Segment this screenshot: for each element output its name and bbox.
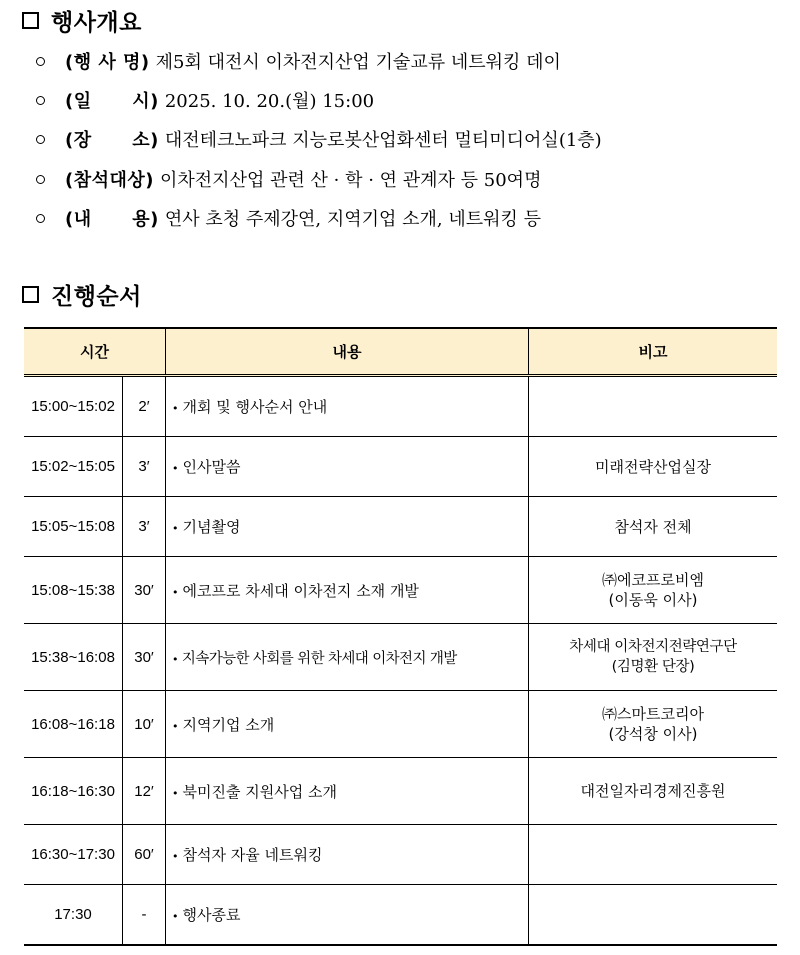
row-note [529,758,778,825]
bullet-dot-icon: • [172,719,179,733]
overview-title: 행사개요 [51,10,142,36]
row-note-line: ㈜에코프로비엠 [602,571,704,589]
row-note [529,497,778,557]
row-note-line: (강석창 이사) [608,725,698,743]
row-content [166,497,529,557]
row-content [166,624,529,691]
overview-item-event-name [36,48,561,74]
row-content-text: 지속가능한 사회를 위한 차세대 이차전지 개발 [181,650,457,667]
row-time: 15:02~15:05 [24,437,123,497]
row-time: 15:38~16:08 [24,624,123,691]
row-duration: 3′ [123,497,166,557]
overview-value: 대전테크노파크 지능로봇산업화센터 멀티미디어실(1층) [164,130,602,151]
table-row [24,497,777,557]
table-row [24,758,777,825]
overview-item-place [36,126,602,152]
row-duration: 2′ [123,376,166,437]
row-content-text: 기념촬영 [182,518,241,536]
row-note-line: 대전일자리경제진흥원 [580,782,726,800]
row-note [529,557,778,624]
row-content-text: 지역기업 소개 [182,715,275,734]
overview-label: (일 시) [65,91,159,112]
row-duration: 30′ [123,557,166,624]
row-time: 15:05~15:08 [24,497,123,557]
row-note [529,825,778,885]
row-time: 16:18~16:30 [24,758,123,825]
table-row [24,624,777,691]
table-row [24,825,777,885]
row-duration: 60′ [123,825,166,885]
row-content [166,376,529,437]
row-content-text: 행사종료 [182,906,241,924]
overview-label: (장 소) [65,130,159,151]
header-note: 비고 [529,328,778,376]
bullet-dot-icon: • [172,910,179,923]
table-row [24,885,777,946]
table-row [24,691,777,758]
row-duration: - [123,885,166,946]
row-note-line: (김명환 단장) [611,659,695,675]
overview-value: 이차전지산업 관련 산 · 학 · 연 관계자 등 50여명 [160,170,542,191]
overview-label: (내 용) [65,209,159,230]
overview-heading [22,4,142,37]
row-note [529,624,778,691]
row-content [166,885,529,946]
row-note [529,437,778,497]
circle-bullet-icon [36,57,45,66]
table-header-row [24,328,777,376]
row-note [529,885,778,946]
row-content [166,825,529,885]
bullet-dot-icon: • [172,850,179,863]
row-content-text: 개회 및 행사순서 안내 [182,398,328,416]
checkbox-square-icon [22,12,39,29]
bullet-dot-icon: • [172,585,179,599]
circle-bullet-icon [36,96,45,105]
overview-label: (행 사 명) [65,52,150,73]
circle-bullet-icon [36,135,45,144]
row-note-line: (이동욱 이사) [608,591,698,609]
row-duration: 3′ [123,437,166,497]
header-content: 내용 [166,328,529,376]
bullet-dot-icon: • [172,402,179,415]
row-time: 16:30~17:30 [24,825,123,885]
row-content-text: 인사말씀 [182,458,241,476]
overview-value: 연사 초청 주제강연, 지역기업 소개, 네트워킹 등 [164,209,541,230]
row-duration: 30′ [123,624,166,691]
row-duration: 12′ [123,758,166,825]
row-note [529,376,778,437]
row-content-text: 북미진출 지원사업 소개 [182,782,337,801]
schedule-title: 진행순서 [51,284,142,310]
row-note-line: ㈜스마트코리아 [602,705,704,723]
bullet-dot-icon: • [172,522,179,535]
row-time: 15:08~15:38 [24,557,123,624]
row-note-line: 미래전략산업실장 [595,457,711,476]
checkbox-square-icon [22,286,39,303]
overview-value: 제5회 대전시 이차전지산업 기술교류 네트워킹 데이 [155,52,561,73]
table-row [24,437,777,497]
overview-label: (참석대상) [65,170,155,191]
row-duration: 10′ [123,691,166,758]
row-note [529,691,778,758]
row-time: 17:30 [24,885,123,946]
table-row [24,376,777,437]
bullet-dot-icon: • [172,462,179,475]
table-row [24,557,777,624]
header-time: 시간 [24,328,166,376]
overview-item-date [36,87,374,113]
circle-bullet-icon [36,214,45,223]
row-content [166,691,529,758]
row-content [166,758,529,825]
overview-item-attendees [36,166,541,192]
row-note-line: 참석자 전체 [614,517,692,536]
schedule-table [24,327,777,946]
row-time: 16:08~16:18 [24,691,123,758]
row-note-line: 차세대 이차전지전략연구단 [569,639,737,655]
circle-bullet-icon [36,175,45,184]
bullet-dot-icon: • [172,652,178,666]
overview-item-content [36,205,541,231]
row-content [166,437,529,497]
row-content [166,557,529,624]
bullet-dot-icon: • [172,786,179,800]
row-content-text: 참석자 자율 네트워킹 [182,846,323,864]
row-content-text: 에코프로 차세대 이차전지 소재 개발 [182,581,419,600]
schedule-heading [22,278,142,311]
row-time: 15:00~15:02 [24,376,123,437]
overview-value: 2025. 10. 20.(월) 15:00 [164,91,375,112]
